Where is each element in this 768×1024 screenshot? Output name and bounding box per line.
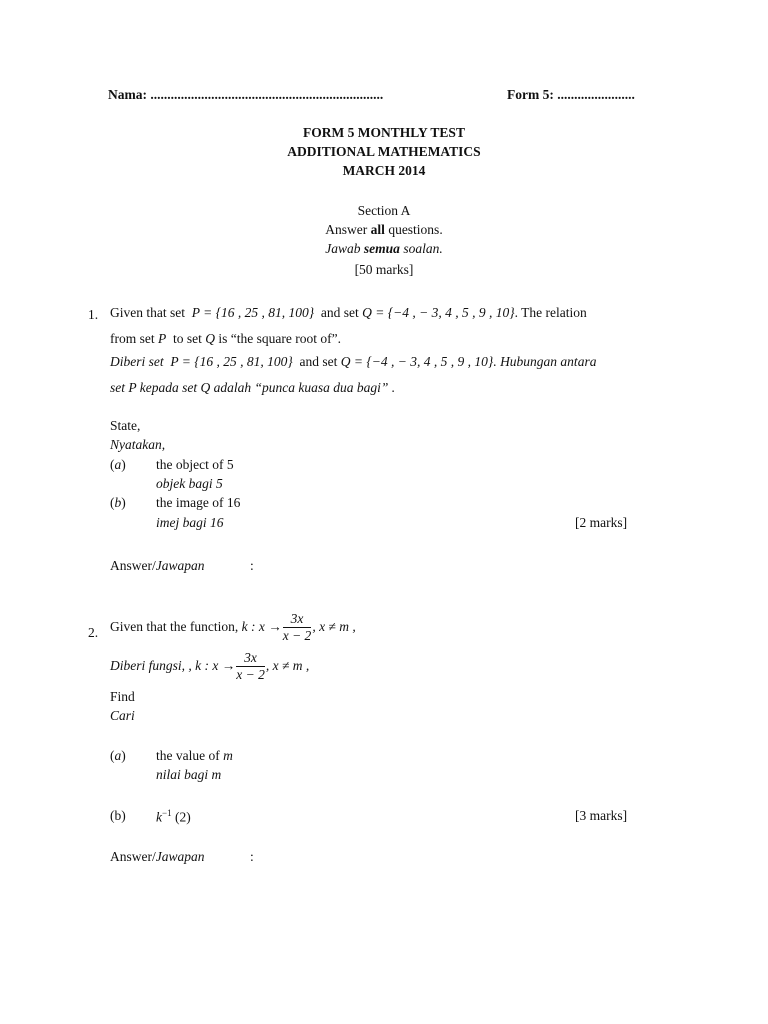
- title-line-3: MARCH 2014: [342, 163, 426, 178]
- question-2-marks: [3 marks]: [575, 808, 628, 823]
- question-1-part-b-en: the image of 16: [156, 495, 241, 510]
- section-marks: [50 marks]: [354, 262, 414, 277]
- question-1-marks: [2 marks]: [575, 515, 628, 530]
- question-2-part-a-en: the value of m: [156, 748, 233, 763]
- question-1-state-ms: Nyatakan,: [110, 437, 166, 452]
- question-2-part-a-ms: nilai bagi m: [156, 767, 222, 782]
- question-2-line-en: Given that the function, k : x → $\frac{3x}{x - 2}$ , x ≠ m ,: [110, 611, 356, 644]
- question-2-line-ms: Diberi fungsi, , k : x → $\frac{3x}{x - 2}$ , x ≠ m ,: [110, 650, 310, 683]
- question-1-part-b-label: (b): [110, 495, 126, 510]
- question-2-find-en: Find: [110, 689, 135, 704]
- set-p: P = {16 , 25 , 81, 100}: [191, 305, 315, 320]
- section-heading: Section A: [357, 203, 411, 218]
- question-1-number: 1.: [88, 307, 99, 322]
- fraction-3x-over-x-minus-2: $\frac{3x}{x - 2}$: [282, 611, 312, 644]
- question-2-part-b-expr: $k^{-1}$ (2): [156, 808, 191, 825]
- set-q: Q = {−4 , − 3, 4 , 5 , 9 , 10}: [362, 305, 515, 320]
- section-instruction-en: Answer all questions.: [325, 222, 443, 237]
- question-2-part-b-label: (b): [110, 808, 126, 823]
- question-1-answer-label: Answer/Jawapan: [110, 558, 205, 573]
- question-1-part-b-ms: imej bagi 16: [156, 515, 224, 530]
- section-instruction-ms: Jawab semua soalan.: [325, 241, 443, 256]
- title-line-2: ADDITIONAL MATHEMATICS: [287, 144, 481, 159]
- question-2-answer-colon: :: [250, 849, 254, 864]
- question-1-line-ms-1: Diberi set P = {16 , 25 , 81, 100} and set Q = {−4 , − 3, 4 , 5 , 9 , 10}. Hubungan antara: [110, 354, 597, 369]
- question-1-state-en: State,: [110, 418, 141, 433]
- question-1-line-en-1: Given that set P = {16 , 25 , 81, 100} and set Q = {−4 , − 3, 4 , 5 , 9 , 10}. The relation: [110, 305, 587, 320]
- question-1-part-a-label: (a): [110, 457, 126, 472]
- question-2-part-a-label: (a): [110, 748, 126, 763]
- title-line-1: FORM 5 MONTHLY TEST: [303, 125, 465, 140]
- question-1-part-a-en: the object of 5: [156, 457, 234, 472]
- form-field-label: Form 5: .......................: [507, 87, 635, 102]
- question-1-line-en-2: from set P to set Q is “the square root of”.: [110, 331, 341, 346]
- question-2-find-ms: Cari: [110, 708, 135, 723]
- question-1-answer-colon: :: [250, 558, 254, 573]
- question-2-answer-label: Answer/Jawapan: [110, 849, 205, 864]
- name-field-label: Nama: .....................................................................: [108, 87, 384, 102]
- question-1-part-a-ms: objek bagi 5: [156, 476, 223, 491]
- question-2-number: 2.: [88, 625, 99, 640]
- question-1-line-ms-2: set P kepada set Q adalah “punca kuasa dua bagi” .: [110, 380, 396, 395]
